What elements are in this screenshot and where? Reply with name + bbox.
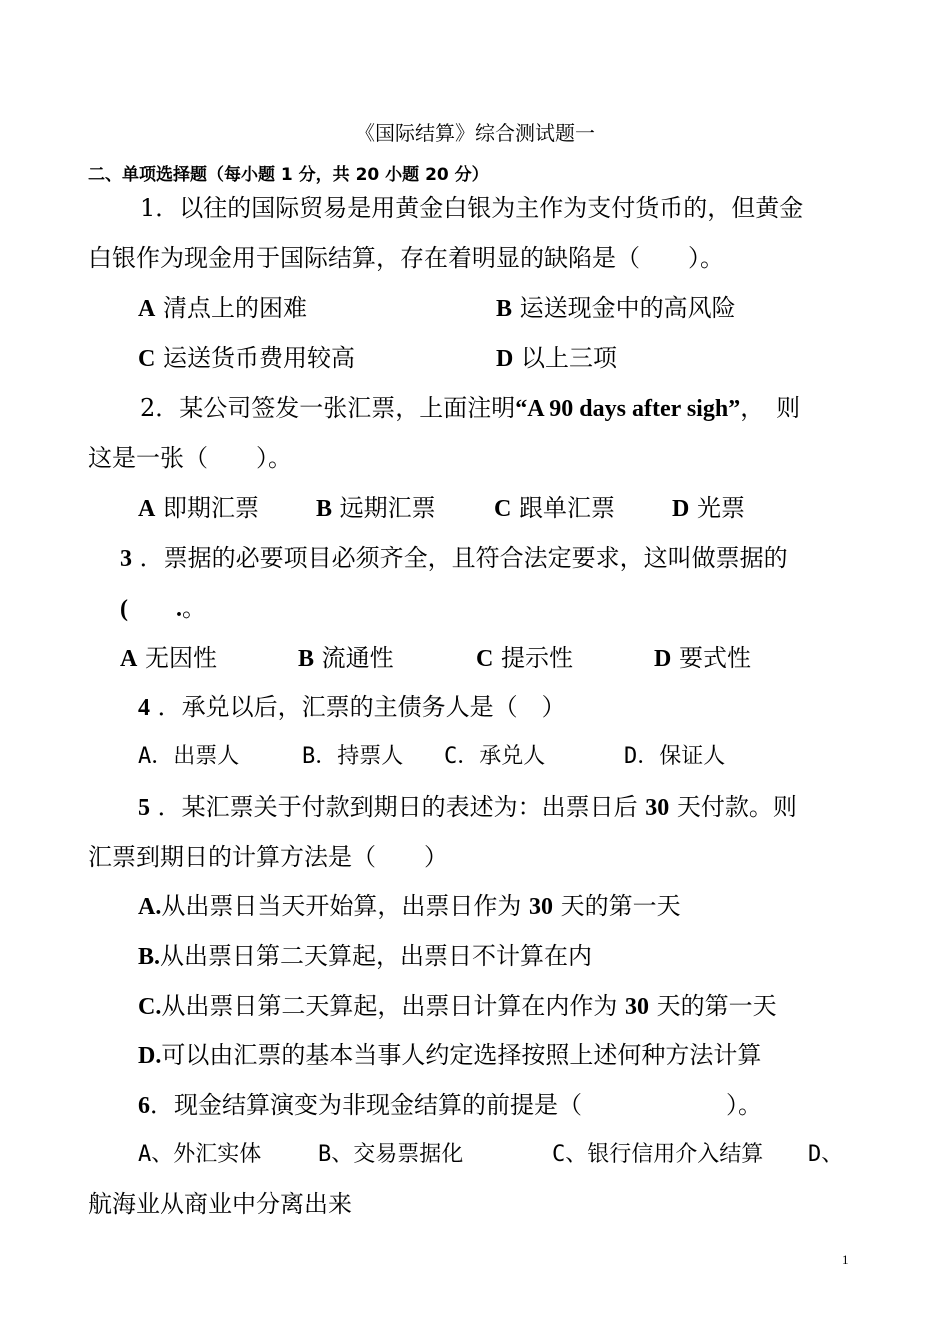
q2-option-c-text: 跟单汇票 — [518, 494, 615, 522]
q3-number: 3 — [120, 546, 132, 572]
q6-option-b: B、交易票据化 — [318, 1142, 464, 1167]
q3-period: 。 — [182, 594, 206, 622]
q5-option-d-label: D. — [138, 1043, 162, 1069]
q1-option-d — [496, 343, 617, 374]
q2-option-d — [672, 493, 745, 524]
q5-line2: 汇票到期日的计算方法是（ ） — [88, 843, 448, 871]
q5-option-a-post: 天的第一天 — [552, 892, 681, 920]
q3-option-b-letter: B — [298, 646, 315, 672]
q2-option-a-letter: A — [138, 496, 156, 522]
q4-option-d: D．保证人 — [624, 744, 726, 769]
q1-option-a-text: 清点上的困难 — [162, 294, 307, 322]
q1-option-b — [496, 293, 736, 324]
q2-option-a-text: 即期汇票 — [162, 494, 259, 522]
q5-option-b-label: B. — [138, 944, 161, 970]
q2-line1-pre: 2．某公司签发一张汇票，上面注明 — [140, 394, 516, 422]
page-number: 1 — [842, 1252, 849, 1267]
q5-option-c-label: C. — [138, 994, 162, 1020]
q2-option-b — [316, 493, 436, 524]
q3-option-a — [120, 643, 217, 674]
q2-option-b-letter: B — [316, 496, 333, 522]
document-title: 《国际结算》综合测试题一 — [355, 121, 595, 145]
q2-line1-post: ， 则 — [740, 394, 801, 422]
q1-option-d-text: 以上三项 — [520, 344, 617, 372]
q5-option-a — [138, 891, 681, 922]
q3-line2 — [120, 593, 206, 624]
q6-number: 6 — [138, 1093, 150, 1119]
q1-option-c-letter: C — [138, 346, 156, 372]
q2-option-d-letter: D — [672, 496, 690, 522]
q3-option-c — [476, 643, 573, 674]
q3-option-a-text: 无因性 — [144, 644, 217, 672]
q5-line1-pre: ．某汇票关于付款到期日的表述为：出票日后 — [157, 793, 646, 821]
q6-option-d-continued: 航海业从商业中分离出来 — [88, 1190, 352, 1218]
q1-option-d-letter: D — [496, 346, 514, 372]
q5-option-a-label: A. — [138, 894, 162, 920]
q5-option-d — [138, 1040, 761, 1071]
q5-option-c-days: 30 — [624, 994, 649, 1020]
q3-option-c-letter: C — [476, 646, 494, 672]
q1-line2: 白银作为现金用于国际结算，存在着明显的缺陷是（ ）。 — [88, 244, 724, 272]
q5-option-c — [138, 991, 777, 1022]
q2-option-d-text: 光票 — [696, 494, 745, 522]
q3-option-d — [654, 643, 751, 674]
q5-option-c-post: 天的第一天 — [648, 992, 777, 1020]
section-heading: 二、单项选择题（每小题 1 分，共 20 小题 20 分） — [88, 165, 489, 185]
q3-option-b — [298, 643, 394, 674]
q5-option-d-text: 可以由汇票的基本当事人约定选择按照上述何种方法计算 — [161, 1041, 762, 1069]
q6-line1-text: ．现金结算演变为非现金结算的前提是（ ）。 — [150, 1091, 762, 1119]
q5-number: 5 — [138, 795, 150, 821]
q2-option-a — [138, 493, 259, 524]
q6-option-c: C、银行信用介入结算 — [552, 1142, 764, 1167]
q6-option-a: A、外汇实体 — [138, 1142, 262, 1167]
q3-option-d-letter: D — [654, 646, 672, 672]
q5-option-a-days: 30 — [528, 894, 553, 920]
q3-open-paren: ( — [120, 596, 128, 622]
q1-option-b-text: 运送现金中的高风险 — [519, 294, 736, 322]
q6-option-d: D、 — [808, 1142, 844, 1167]
q3-option-c-text: 提示性 — [500, 644, 573, 672]
q3-dot: . — [176, 596, 182, 622]
q4-option-a: A．出票人 — [138, 744, 240, 769]
q3-option-d-text: 要式性 — [678, 644, 751, 672]
q3-line1-text: ．票据的必要项目必须齐全，且符合法定要求，这叫做票据的 — [139, 544, 788, 572]
q3-option-a-letter: A — [120, 646, 138, 672]
q5-option-b-text: 从出票日第二天算起，出票日不计算在内 — [160, 942, 593, 970]
q1-option-b-letter: B — [496, 296, 513, 322]
q4-line1 — [138, 692, 566, 723]
q1-option-a — [138, 293, 307, 324]
q1-option-c-text: 运送货币费用较高 — [162, 344, 355, 372]
q2-option-b-text: 远期汇票 — [339, 494, 436, 522]
q5-option-b — [138, 941, 592, 972]
q3-line1 — [120, 543, 788, 574]
q4-option-c: C．承兑人 — [444, 744, 546, 769]
q2-option-c — [494, 493, 615, 524]
q5-line1-post: 天付款。则 — [669, 793, 797, 821]
q5-line1-days: 30 — [645, 795, 670, 821]
q4-number: 4 — [138, 695, 150, 721]
q6-line1 — [138, 1090, 762, 1121]
q1-option-a-letter: A — [138, 296, 156, 322]
q5-option-c-pre: 从出票日第二天算起，出票日计算在内作为 — [161, 992, 625, 1020]
q2-line1 — [140, 393, 800, 424]
q5-option-a-pre: 从出票日当天开始算，出票日作为 — [161, 892, 529, 920]
q1-line1: 1．以往的国际贸易是用黄金白银为主作为支付货币的，但黄金 — [140, 194, 804, 222]
q2-line2: 这是一张（ ）。 — [88, 444, 292, 472]
q2-option-c-letter: C — [494, 496, 512, 522]
q1-option-c — [138, 343, 355, 374]
q5-line1 — [138, 792, 797, 823]
q4-option-b: B．持票人 — [302, 744, 404, 769]
q2-line1-quote: “A 90 days after sigh” — [515, 396, 741, 422]
q4-line1-text: ．承兑以后，汇票的主债务人是（ ） — [157, 693, 566, 721]
q3-option-b-text: 流通性 — [321, 644, 394, 672]
